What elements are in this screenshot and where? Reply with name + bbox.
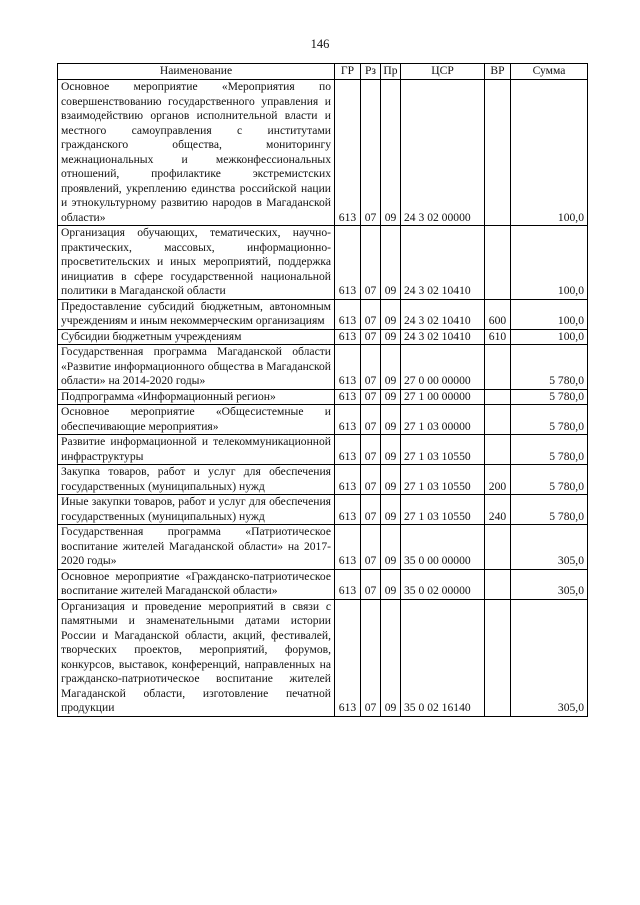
header-sum: Сумма — [511, 64, 588, 80]
header-row — [58, 64, 588, 80]
cell-csr: 27 1 03 00000 — [401, 405, 485, 435]
cell-pr: 09 — [381, 329, 401, 345]
table-row — [58, 599, 588, 716]
table-row — [58, 525, 588, 570]
cell-name: Развитие информационной и телекоммуникационной инфраструктуры — [58, 435, 335, 465]
cell-sum: 305,0 — [511, 569, 588, 599]
cell-name: Организация обучающих, тематических, научно-практических, массовых, информационно-просветительских и иных мероприятий, поддержка инициатив в сфере государственной национальной политики в Магаданской области — [58, 226, 335, 300]
cell-vr — [485, 569, 511, 599]
table-row — [58, 435, 588, 465]
cell-sum: 5 780,0 — [511, 405, 588, 435]
cell-csr: 24 3 02 00000 — [401, 80, 485, 226]
cell-name: Закупка товаров, работ и услуг для обеспечения государственных (муниципальных) нужд — [58, 465, 335, 495]
cell-sum: 305,0 — [511, 599, 588, 716]
cell-rz: 07 — [361, 495, 381, 525]
cell-vr: 610 — [485, 329, 511, 345]
table-row — [58, 389, 588, 405]
table-header — [58, 64, 588, 80]
cell-gr: 613 — [335, 495, 361, 525]
cell-csr: 35 0 02 00000 — [401, 569, 485, 599]
cell-name: Государственная программа «Патриотическое воспитание жителей Магаданской области» на 2017-2020 годы» — [58, 525, 335, 570]
cell-csr: 24 3 02 10410 — [401, 299, 485, 329]
cell-gr: 613 — [335, 465, 361, 495]
cell-name: Государственная программа Магаданской области «Развитие информационного общества в Магаданской области» на 2014-2020 годы» — [58, 345, 335, 390]
cell-vr — [485, 389, 511, 405]
cell-vr: 240 — [485, 495, 511, 525]
cell-gr: 613 — [335, 569, 361, 599]
cell-name: Основное мероприятие «Мероприятия по совершенствованию государственного управления и взаимодействию органов исполнительной власти и местного самоуправления с институтами гражданского общества, мониторингу межнациональных и межконфессиональных отношений, профилактике экстремистских проявлений, укреплению единства российской нации и этнокультурному развитию народов в Магаданской области» — [58, 80, 335, 226]
table-row — [58, 329, 588, 345]
cell-sum: 5 780,0 — [511, 465, 588, 495]
cell-name: Субсидии бюджетным учреждениям — [58, 329, 335, 345]
cell-vr: 600 — [485, 299, 511, 329]
cell-rz: 07 — [361, 405, 381, 435]
cell-csr: 35 0 00 00000 — [401, 525, 485, 570]
cell-pr: 09 — [381, 80, 401, 226]
cell-rz: 07 — [361, 465, 381, 495]
header-rz: Рз — [361, 64, 381, 80]
cell-pr: 09 — [381, 495, 401, 525]
cell-pr: 09 — [381, 299, 401, 329]
header-vr: ВР — [485, 64, 511, 80]
cell-csr: 27 1 03 10550 — [401, 495, 485, 525]
table-row — [58, 226, 588, 300]
cell-gr: 613 — [335, 299, 361, 329]
cell-gr: 613 — [335, 226, 361, 300]
cell-gr: 613 — [335, 389, 361, 405]
cell-csr: 27 1 00 00000 — [401, 389, 485, 405]
cell-gr: 613 — [335, 329, 361, 345]
cell-csr: 24 3 02 10410 — [401, 226, 485, 300]
cell-rz: 07 — [361, 389, 381, 405]
cell-vr — [485, 80, 511, 226]
cell-name: Организация и проведение мероприятий в связи с памятными и знаменательными датами истории России и Магаданской области, акций, фестивалей, творческих проектов, мероприятий, форумов, конкурсов, выставок, конференций, направленных на гражданско-патриотическое воспитание жителей Магаданской области, изготовление печатной продукции — [58, 599, 335, 716]
cell-csr: 35 0 02 16140 — [401, 599, 485, 716]
table-row — [58, 569, 588, 599]
cell-gr: 613 — [335, 80, 361, 226]
cell-pr: 09 — [381, 345, 401, 390]
cell-name: Предоставление субсидий бюджетным, автономным учреждениям и иным некоммерческим организациям — [58, 299, 335, 329]
cell-sum: 5 780,0 — [511, 435, 588, 465]
cell-name: Иные закупки товаров, работ и услуг для обеспечения государственных (муниципальных) нужд — [58, 495, 335, 525]
header-csr: ЦСР — [401, 64, 485, 80]
cell-vr: 200 — [485, 465, 511, 495]
cell-rz: 07 — [361, 226, 381, 300]
table-body — [58, 80, 588, 717]
table-row — [58, 299, 588, 329]
cell-sum: 5 780,0 — [511, 345, 588, 390]
cell-pr: 09 — [381, 599, 401, 716]
cell-gr: 613 — [335, 435, 361, 465]
cell-gr: 613 — [335, 405, 361, 435]
cell-sum: 5 780,0 — [511, 495, 588, 525]
cell-pr: 09 — [381, 525, 401, 570]
cell-vr — [485, 345, 511, 390]
cell-pr: 09 — [381, 405, 401, 435]
table-row — [58, 345, 588, 390]
header-gr: ГР — [335, 64, 361, 80]
cell-name: Основное мероприятие «Гражданско-патриотическое воспитание жителей Магаданской области» — [58, 569, 335, 599]
cell-rz: 07 — [361, 525, 381, 570]
cell-pr: 09 — [381, 226, 401, 300]
cell-pr: 09 — [381, 389, 401, 405]
cell-rz: 07 — [361, 345, 381, 390]
header-name: Наименование — [58, 64, 335, 80]
cell-sum: 100,0 — [511, 329, 588, 345]
cell-pr: 09 — [381, 465, 401, 495]
cell-rz: 07 — [361, 435, 381, 465]
cell-csr: 27 1 03 10550 — [401, 465, 485, 495]
table-row — [58, 80, 588, 226]
cell-csr: 24 3 02 10410 — [401, 329, 485, 345]
cell-vr — [485, 405, 511, 435]
cell-rz: 07 — [361, 569, 381, 599]
cell-vr — [485, 599, 511, 716]
page-number: 146 — [310, 37, 330, 51]
table-row — [58, 495, 588, 525]
cell-vr — [485, 226, 511, 300]
cell-sum: 5 780,0 — [511, 389, 588, 405]
cell-name: Подпрограмма «Информационный регион» — [58, 389, 335, 405]
budget-table — [57, 63, 588, 717]
cell-rz: 07 — [361, 329, 381, 345]
cell-gr: 613 — [335, 599, 361, 716]
cell-name: Основное мероприятие «Общесистемные и обеспечивающие мероприятия» — [58, 405, 335, 435]
cell-sum: 305,0 — [511, 525, 588, 570]
cell-rz: 07 — [361, 80, 381, 226]
cell-pr: 09 — [381, 435, 401, 465]
cell-csr: 27 1 03 10550 — [401, 435, 485, 465]
table-row — [58, 405, 588, 435]
table-row — [58, 465, 588, 495]
cell-vr — [485, 525, 511, 570]
cell-gr: 613 — [335, 345, 361, 390]
cell-vr — [485, 435, 511, 465]
header-pr: Пр — [381, 64, 401, 80]
cell-pr: 09 — [381, 569, 401, 599]
cell-rz: 07 — [361, 599, 381, 716]
cell-rz: 07 — [361, 299, 381, 329]
cell-gr: 613 — [335, 525, 361, 570]
cell-sum: 100,0 — [511, 299, 588, 329]
cell-sum: 100,0 — [511, 226, 588, 300]
cell-csr: 27 0 00 00000 — [401, 345, 485, 390]
cell-sum: 100,0 — [511, 80, 588, 226]
